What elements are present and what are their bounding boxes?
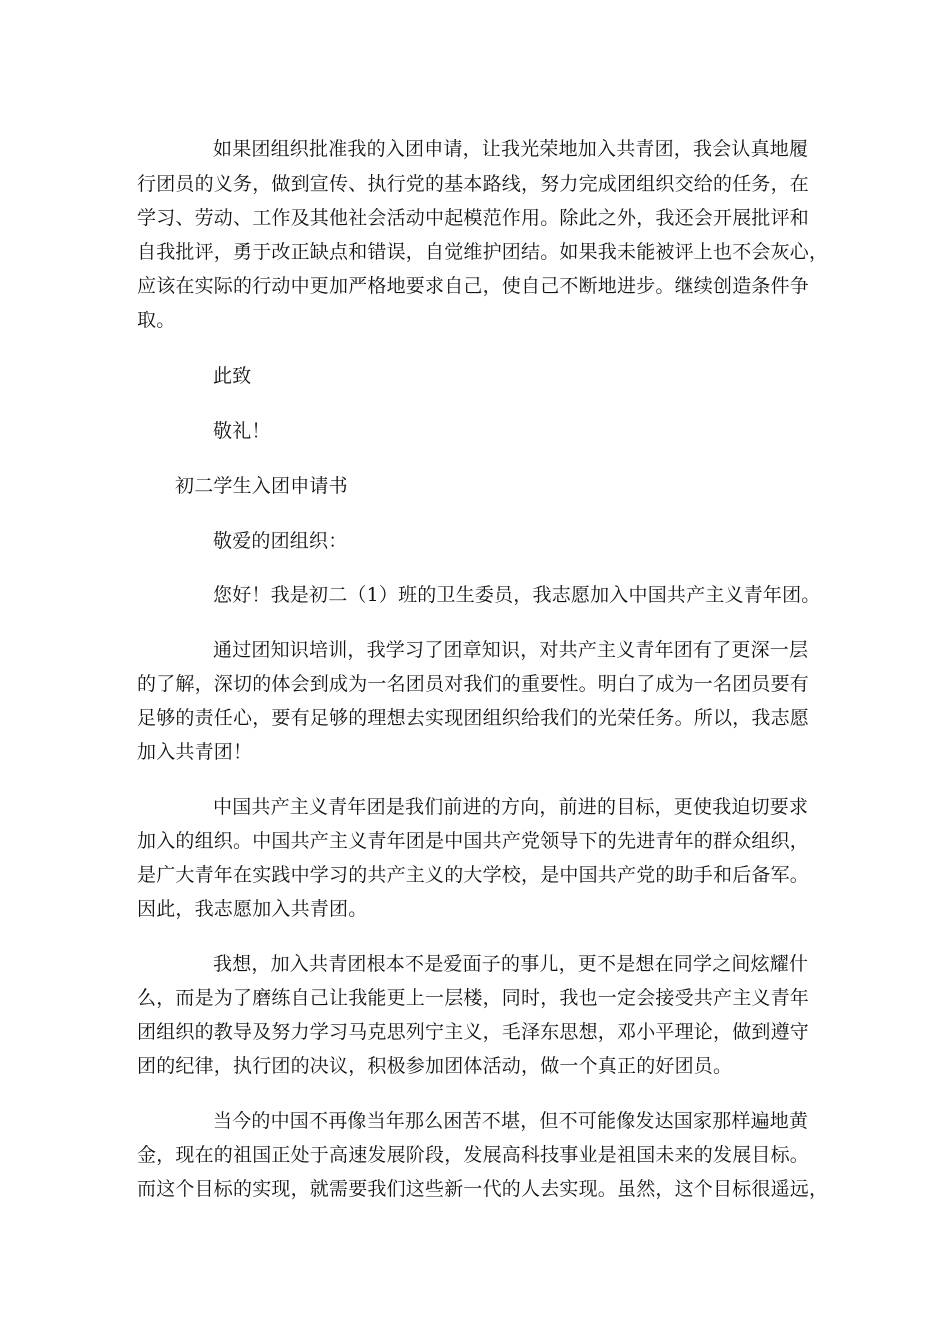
text-line: 中国共产主义青年团是我们前进的方向，前进的目标，更使我迫切要求 xyxy=(213,796,809,818)
text-line: 自我批评，勇于改正缺点和错误，自觉维护团结。如果我未能被评上也不会灰心， xyxy=(137,241,829,263)
text-line: 团的纪律，执行团的决议，积极参加团体活动，做一个真正的好团员。 xyxy=(137,1055,733,1077)
text-line: 团组织的教导及努力学习马克思列宁主义，毛泽东思想，邓小平理论，做到遵守 xyxy=(137,1021,810,1043)
text-line: 应该在实际的行动中更加严格地要求自己，使自己不断地进步。继续创造条件争 xyxy=(137,275,810,297)
text-line: 加入的组织。中国共产主义青年团是中国共产党领导下的先进青年的群众组织， xyxy=(137,830,810,852)
closing-line-1: 此致 xyxy=(213,365,252,387)
text-line: 学习、劳动、工作及其他社会活动中起模范作用。除此之外，我还会开展批评和 xyxy=(137,207,810,229)
text-line: 通过团知识培训，我学习了团章知识，对共产主义青年团有了更深一层 xyxy=(213,639,809,661)
text-line: 如果团组织批准我的入团申请，让我光荣地加入共青团，我会认真地履 xyxy=(213,138,809,160)
greeting: 您好！我是初二（1）班的卫生委员，我志愿加入中国共产主义青年团。 xyxy=(213,584,821,606)
text-line: 的了解，深切的体会到成为一名团员对我们的重要性。明白了成为一名团员要有 xyxy=(137,673,810,695)
text-line: 当今的中国不再像当年那么困苦不堪，但不可能像发达国家那样遍地黄 xyxy=(213,1110,809,1132)
text-line: 因此，我志愿加入共青团。 xyxy=(137,898,368,920)
text-line: 足够的责任心，要有足够的理想去实现团组织给我们的光荣任务。所以，我志愿 xyxy=(137,707,810,729)
text-line: 么，而是为了磨练自己让我能更上一层楼，同时，我也一定会接受共产主义青年 xyxy=(137,987,810,1009)
document-title: 初二学生入团申请书 xyxy=(175,475,348,497)
text-line: 是广大青年在实践中学习的共产主义的大学校，是中国共产党的助手和后备军。 xyxy=(137,864,810,886)
text-line: 取。 xyxy=(137,309,176,331)
text-line: 加入共青团！ xyxy=(137,741,253,763)
text-line: 我想，加入共青团根本不是爱面子的事儿，更不是想在同学之间炫耀什 xyxy=(213,953,809,975)
salutation: 敬爱的团组织： xyxy=(213,530,348,552)
closing-line-2: 敬礼！ xyxy=(213,420,271,442)
text-line: 而这个目标的实现，就需要我们这些新一代的人去实现。虽然，这个目标很遥远， xyxy=(137,1178,829,1200)
text-line: 行团员的义务，做到宣传、执行党的基本路线，努力完成团组织交给的任务，在 xyxy=(137,173,810,195)
text-line: 金，现在的祖国正处于高速发展阶段，发展高科技事业是祖国未来的发展目标。 xyxy=(137,1144,810,1166)
